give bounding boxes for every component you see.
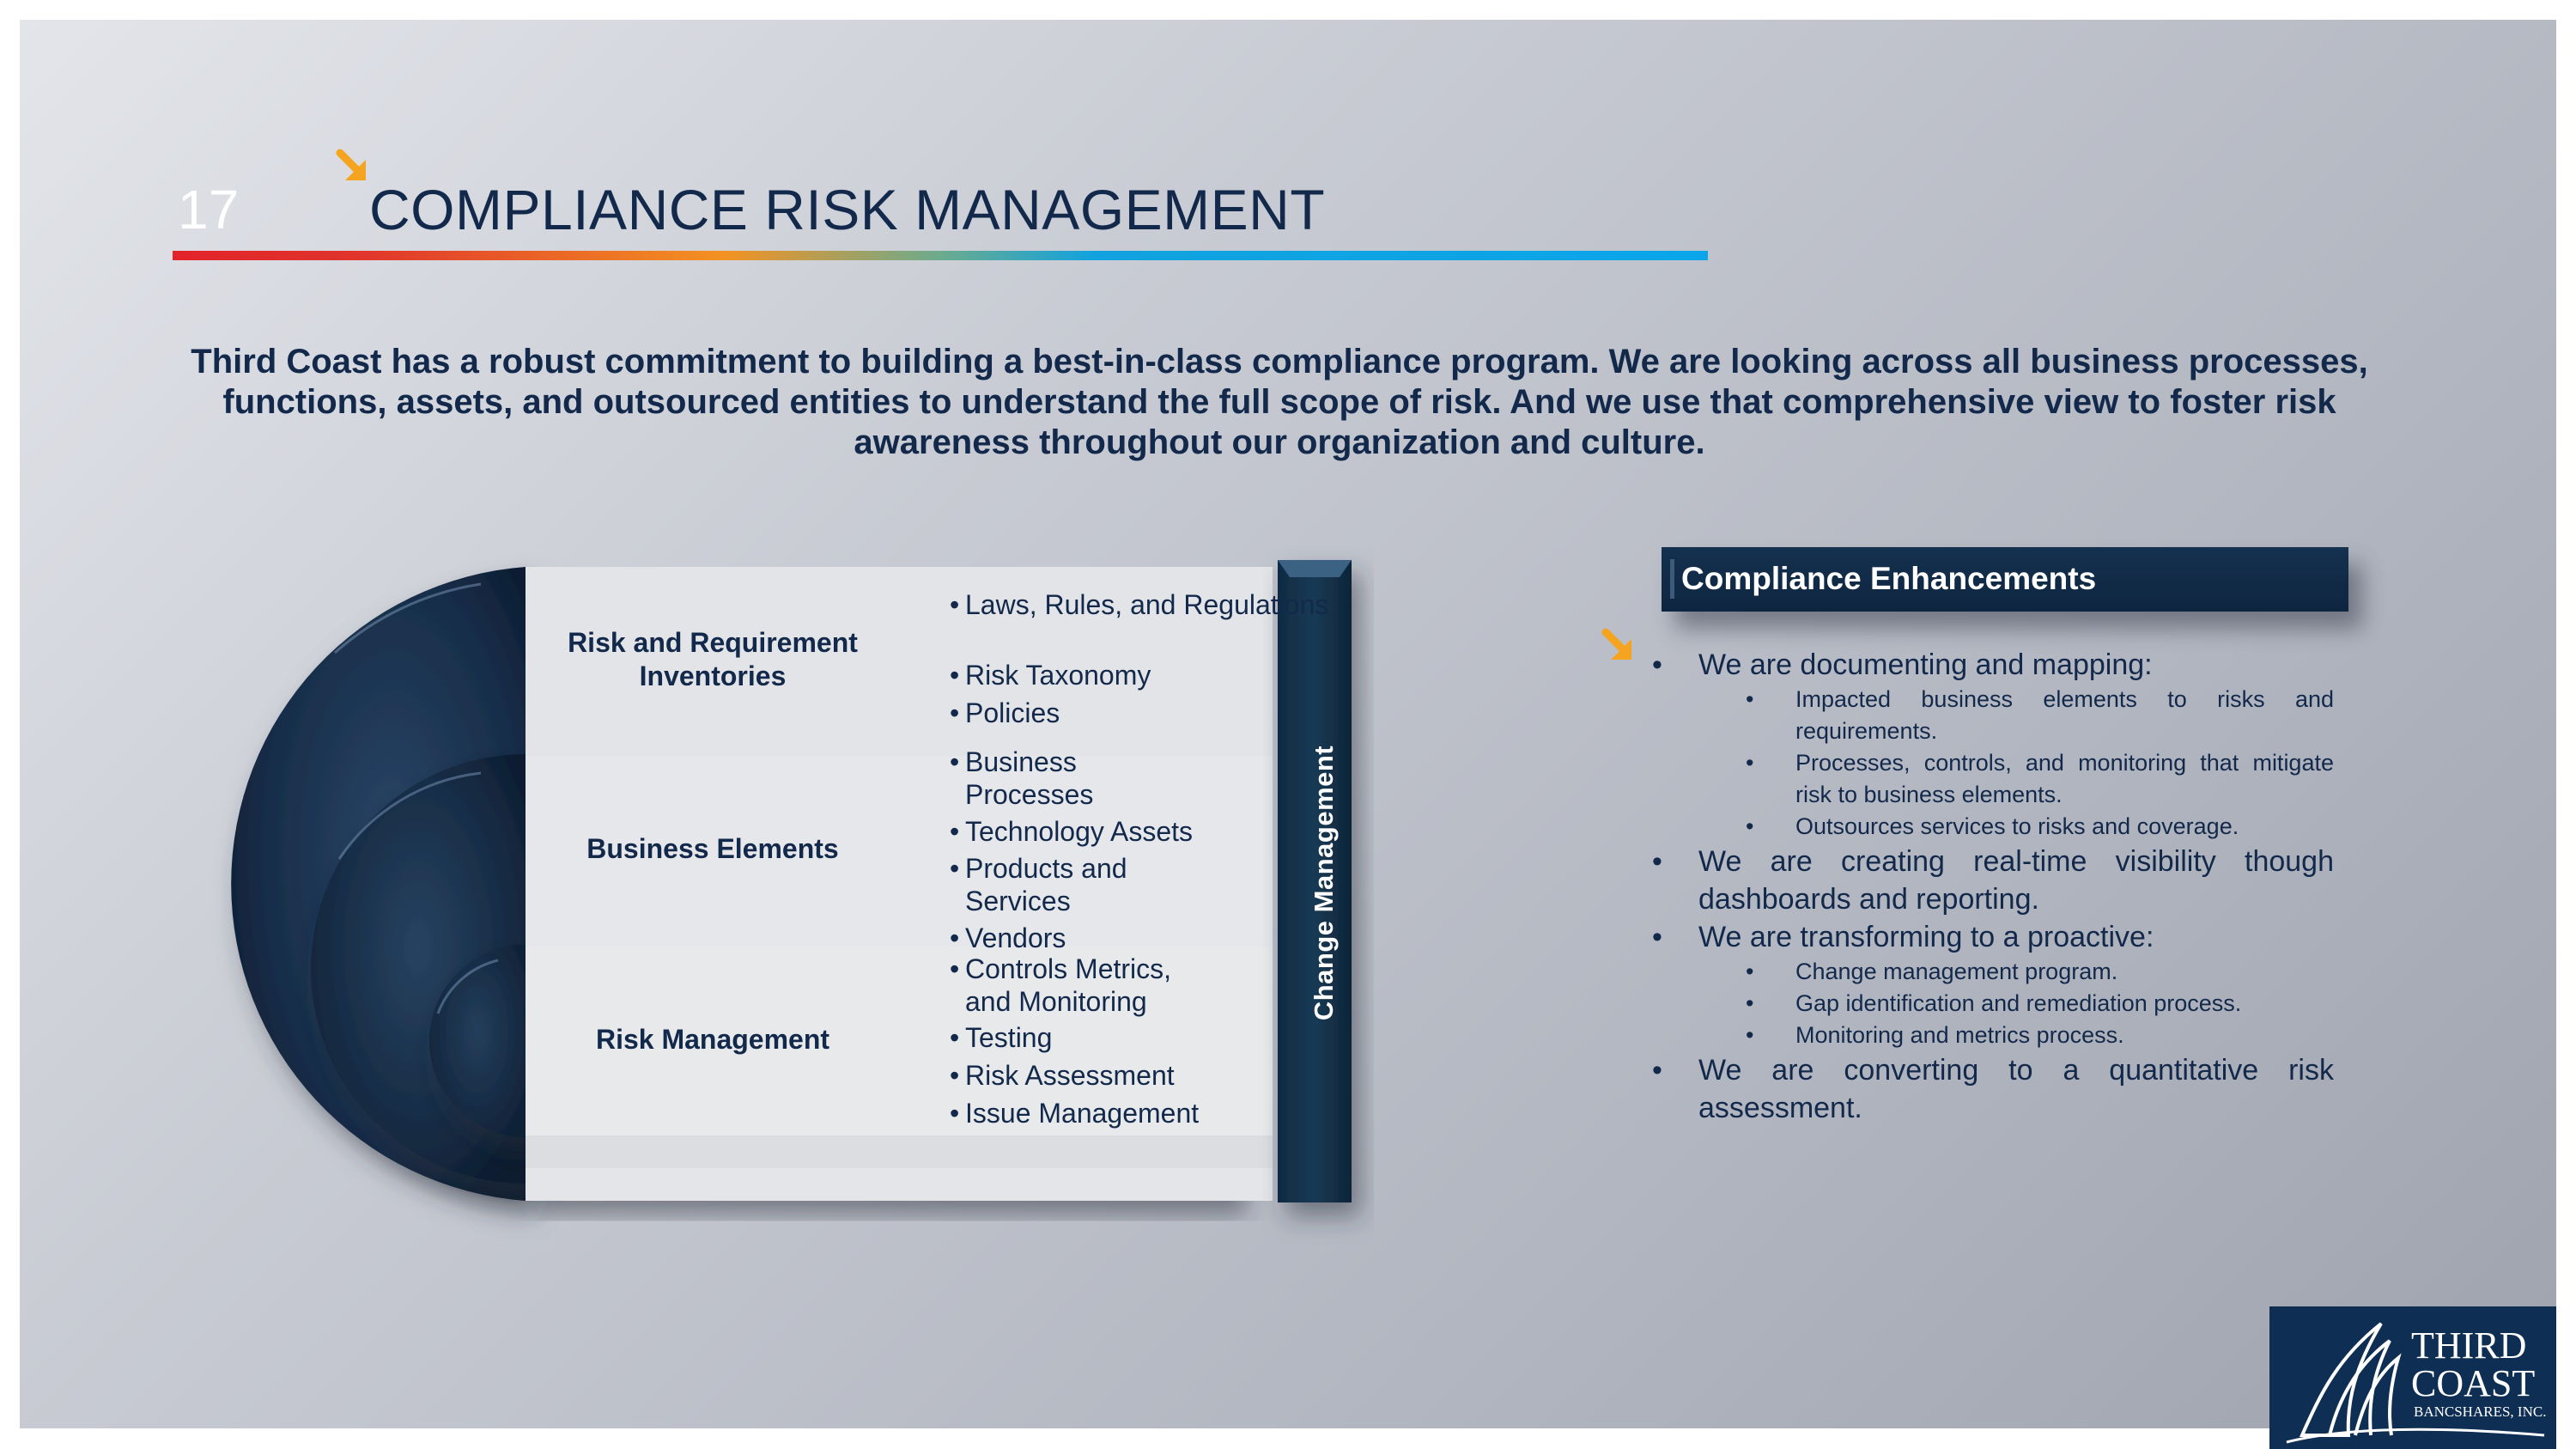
slide-number: 17 xyxy=(178,179,240,240)
list-item: • Testing xyxy=(950,1022,1053,1053)
list-item: • We are documenting and mapping: xyxy=(1652,648,2153,681)
list-item: • Products and Services xyxy=(950,853,1127,916)
list-item: • Change management program. xyxy=(1746,959,2118,984)
list-item: • Monitoring and metrics process. xyxy=(1746,1022,2124,1048)
list-item: • Gap identification and remediation process. xyxy=(1746,990,2242,1016)
list-item: • Risk Taxonomy xyxy=(950,660,1151,691)
list-item: • Risk Assessment xyxy=(950,1060,1175,1091)
list-item: • Outsources services to risks and coverage. xyxy=(1746,813,2239,839)
enhancements-list xyxy=(1652,646,2334,1127)
list-item: • Business Processes xyxy=(950,746,1094,810)
svg-text:COAST: COAST xyxy=(2411,1362,2536,1404)
change-management-label: Change Management xyxy=(1309,745,1339,1021)
list-item: • Vendors xyxy=(950,922,1066,953)
list-item: • Laws, Rules, and Regulations xyxy=(950,589,1329,620)
row-title-inventories: Risk and Requirement Inventories xyxy=(568,627,858,691)
list-item: • Impacted business elements to risks and requirements. xyxy=(1746,686,2334,744)
third-coast-logo xyxy=(2269,1306,2556,1449)
list-item: • Processes, controls, and monitoring that mitigate risk to business elements. xyxy=(1746,750,2334,807)
intro-text: Third Coast has a robust commitment to building a best-in-class compliance program. We are looking across all business processes, functions, assets, and outsourced entities to understand the full scope of risk. And we use that comprehensive view to foster risk awareness throughout our organization and culture. xyxy=(191,343,2368,461)
list-item: • We are transforming to a proactive: xyxy=(1652,921,2154,953)
list-item: • Controls Metrics, and Monitoring xyxy=(950,953,1172,1017)
svg-text:BANCSHARES, INC.: BANCSHARES, INC. xyxy=(2414,1403,2547,1420)
list-item: • Technology Assets xyxy=(950,816,1194,847)
list-item: • Issue Management xyxy=(950,1098,1200,1129)
list-item: • We are converting to a quantitative risk assessment. xyxy=(1652,1054,2334,1124)
sail-logo-icon xyxy=(2269,1306,2556,1449)
enhancements-title: Compliance Enhancements xyxy=(1681,561,2097,596)
list-item: • Policies xyxy=(950,697,1060,728)
arrow-icon xyxy=(1599,627,1643,672)
page-title: COMPLIANCE RISK MANAGEMENT xyxy=(369,178,1326,241)
row-title-risk-management: Risk Management xyxy=(595,1024,830,1055)
row-title-business-elements: Business Elements xyxy=(586,833,839,864)
list-item: • We are creating real-time visibility though dashboards and reporting. xyxy=(1652,845,2334,916)
svg-text:THIRD: THIRD xyxy=(2411,1324,2527,1367)
